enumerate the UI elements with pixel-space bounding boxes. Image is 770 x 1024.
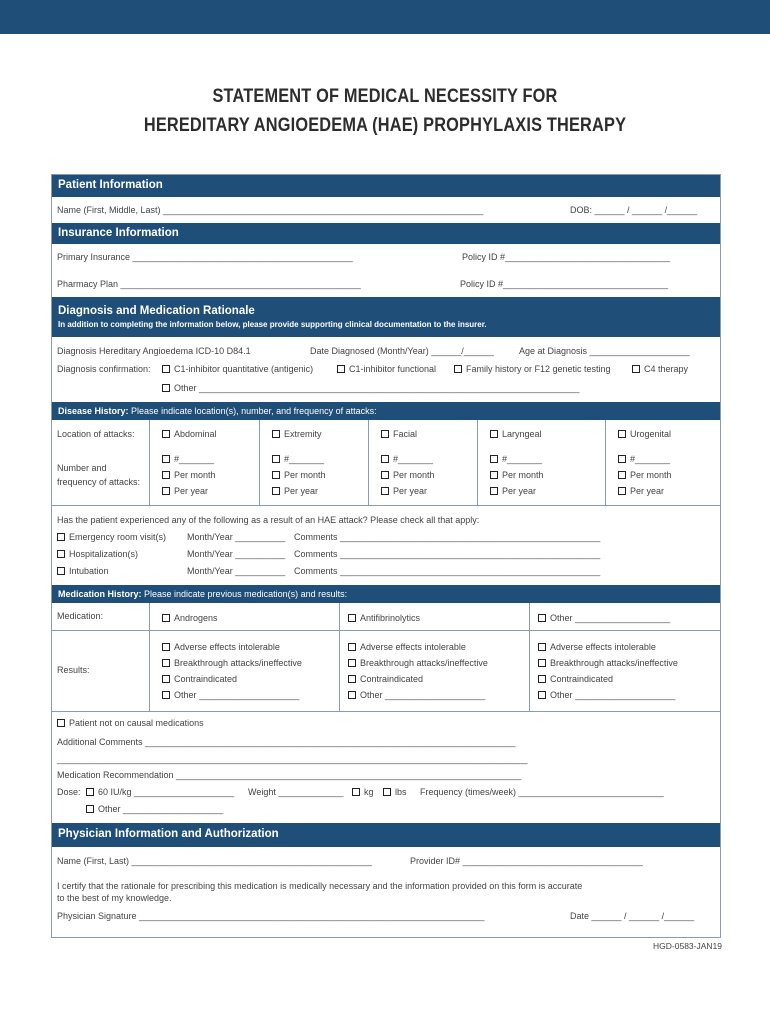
location-facial[interactable]: Facial [381,429,417,439]
disease-history-header [52,402,720,420]
checkbox[interactable] [490,471,498,479]
location-of-attacks-label: Location of attacks: [57,429,135,439]
checkbox[interactable] [383,788,391,796]
location-laryngeal[interactable]: Laryngeal [490,429,542,439]
checkbox[interactable] [272,455,280,463]
per-month-option[interactable]: Per month [162,470,216,480]
checkbox[interactable] [162,691,170,699]
checkbox[interactable] [272,487,280,495]
divider [368,420,369,505]
form-title-line1: STATEMENT OF MEDICAL NECESSITY FOR [212,86,558,107]
frequency-field[interactable]: Frequency (times/week) _____________________________ [420,787,664,797]
checkbox[interactable] [538,659,546,667]
checkbox[interactable] [272,471,280,479]
patient-dob-field[interactable]: DOB: ______ / ______ /______ [570,205,698,215]
physician-heading: Physician Information and Authorization [58,828,279,840]
result-contraindicated[interactable]: Contraindicated [538,674,613,684]
checkbox[interactable] [348,691,356,699]
result-adverse[interactable]: Adverse effects intolerable [538,642,656,652]
result-breakthrough[interactable]: Breakthrough attacks/ineffective [348,658,488,668]
hae-attack-question: Has the patient experienced any of the following as a result of an HAE attack? Please check all that apply: [57,515,480,525]
per-year-option[interactable]: Per year [381,486,427,496]
attack-number-field[interactable]: #_______ [490,454,542,464]
checkbox[interactable] [337,365,345,373]
med-other[interactable]: Other ___________________ [538,613,670,623]
per-year-option[interactable]: Per year [490,486,536,496]
location-urogenital[interactable]: Urogenital [618,429,671,439]
divider [259,420,260,505]
medication-label: Medication: [57,611,104,621]
per-month-option[interactable]: Per month [490,470,544,480]
unit-kg[interactable]: kg [352,787,374,797]
location-abdominal[interactable]: Abdominal [162,429,217,439]
checkbox[interactable] [618,487,626,495]
attack-number-field[interactable]: #_______ [162,454,214,464]
certification-text-1: I certify that the rationale for prescribing this medication is medically necessary and the information provided on this form is accurate [57,881,583,891]
attack-number-field[interactable]: #_______ [272,454,324,464]
checkbox[interactable] [632,365,640,373]
checkbox[interactable] [162,430,170,438]
checkbox[interactable] [348,675,356,683]
checkbox[interactable] [57,567,65,575]
checkbox[interactable] [86,788,94,796]
additional-comments-line2[interactable]: ______________________________________________________________________________________________ [57,754,528,764]
divider [529,603,530,711]
primary-policy-id-field[interactable]: Policy ID #_________________________________ [462,252,671,262]
additional-comments-field[interactable]: Additional Comments __________________________________________________________________________ [57,737,516,747]
checkbox[interactable] [162,471,170,479]
event-hospitalization-month-field[interactable]: Month/Year __________ [187,549,286,559]
checkbox[interactable] [162,365,170,373]
number-frequency-label-1: Number and [57,463,107,473]
checkbox[interactable] [348,643,356,651]
disease-history-instruction: Please indicate location(s), number, and frequency of attacks: [128,406,377,416]
patient-name-field[interactable]: Name (First, Middle, Last) ________________________________________________________________ [57,205,484,215]
checkbox[interactable] [538,643,546,651]
diagnosis-confirmation-label: Diagnosis confirmation: [57,364,151,374]
divider [605,420,606,505]
physician-signature-field[interactable]: Physician Signature _____________________________________________________________________ [57,911,485,921]
physician-name-field[interactable]: Name (First, Last) ________________________________________________ [57,856,372,866]
checkbox[interactable] [381,471,389,479]
insurance-info-header [52,223,720,244]
signature-date-field[interactable]: Date ______ / ______ /______ [570,911,695,921]
divider [52,505,720,506]
smn-form [51,174,721,938]
checkbox[interactable] [454,365,462,373]
checkbox[interactable] [86,805,94,813]
patient-info-header [52,175,720,197]
event-intubation[interactable]: Intubation [57,566,109,576]
event-intubation-comments-field[interactable]: Comments ____________________________________________________ [294,566,601,576]
diagnosis-header [52,297,720,337]
checkbox[interactable] [490,455,498,463]
event-er-comments-field[interactable]: Comments ____________________________________________________ [294,532,601,542]
medication-history-title: Medication History: [58,589,142,599]
result-adverse[interactable]: Adverse effects intolerable [348,642,466,652]
confirm-other-option[interactable]: Other ____________________________________________________________________________ [162,383,579,393]
checkbox[interactable] [162,659,170,667]
date-diagnosed-field[interactable]: Date Diagnosed (Month/Year) ______/______ [310,346,494,356]
event-er-month-field[interactable]: Month/Year __________ [187,532,286,542]
checkbox[interactable] [381,487,389,495]
weight-field[interactable]: Weight _____________ [248,787,344,797]
event-intubation-month-field[interactable]: Month/Year __________ [187,566,286,576]
event-hospitalization[interactable]: Hospitalization(s) [57,549,138,559]
checkbox[interactable] [618,455,626,463]
checkbox[interactable] [162,675,170,683]
divider [52,630,720,631]
result-other[interactable]: Other ____________________ [348,690,485,700]
checkbox[interactable] [162,487,170,495]
checkbox[interactable] [57,533,65,541]
unit-lbs[interactable]: lbs [383,787,407,797]
result-breakthrough[interactable]: Breakthrough attacks/ineffective [538,658,678,668]
per-year-option[interactable]: Per year [162,486,208,496]
checkbox[interactable] [57,550,65,558]
form-title-line2: HEREDITARY ANGIOEDEMA (HAE) PROPHYLAXIS THERAPY [143,115,627,136]
not-on-causal-medications[interactable]: Patient not on causal medications [57,718,204,728]
top-banner [0,0,770,34]
result-contraindicated[interactable]: Contraindicated [162,674,237,684]
divider [149,603,150,711]
number-frequency-label-2: frequency of attacks: [57,477,141,487]
dose-other[interactable]: Other ____________________ [86,804,223,814]
diagnosis-text: Diagnosis Hereditary Angioedema ICD-10 D84.1 [57,346,251,356]
med-antifibrinolytics[interactable]: Antifibrinolytics [348,613,420,623]
confirm-functional-option[interactable]: C1-inhibitor functional [337,364,436,374]
pharmacy-policy-id-field[interactable]: Policy ID #_________________________________ [460,279,669,289]
checkbox[interactable] [618,430,626,438]
event-hospitalization-comments-field[interactable]: Comments ____________________________________________________ [294,549,601,559]
dose-label: Dose: [57,787,81,797]
result-contraindicated[interactable]: Contraindicated [348,674,423,684]
checkbox[interactable] [538,614,546,622]
diagnosis-heading: Diagnosis and Medication Rationale [58,305,255,317]
medication-recommendation-field[interactable]: Medication Recommendation _____________________________________________________________________ [57,770,522,780]
divider [339,603,340,711]
age-at-diagnosis-field[interactable]: Age at Diagnosis ____________________ [519,346,690,356]
checkbox[interactable] [162,384,170,392]
location-extremity[interactable]: Extremity [272,429,322,439]
confirm-c4-option[interactable]: C4 therapy [632,364,688,374]
checkbox[interactable] [352,788,360,796]
attack-number-field[interactable]: #_______ [618,454,670,464]
checkbox[interactable] [162,455,170,463]
result-other[interactable]: Other ____________________ [162,690,299,700]
divider [149,420,150,505]
checkbox[interactable] [162,614,170,622]
checkbox[interactable] [348,659,356,667]
confirm-quantitative-option[interactable]: C1-inhibitor quantitative (antigenic) [162,364,313,374]
disease-history-title: Disease History: [58,406,129,416]
dose-60-iu-kg[interactable]: 60 IU/kg ____________________ [86,787,234,797]
checkbox[interactable] [538,675,546,683]
medication-history-instruction: Please indicate previous medication(s) and results: [141,589,348,599]
medication-history-header [52,585,720,603]
checkbox[interactable] [162,643,170,651]
diagnosis-subheading: In addition to completing the information below, please provide supporting clinical documentation to the insurer. [58,320,487,329]
divider [477,420,478,505]
checkbox[interactable] [272,430,280,438]
result-other[interactable]: Other ____________________ [538,690,675,700]
pharmacy-plan-field[interactable]: Pharmacy Plan ________________________________________________ [57,279,361,289]
form-code: HGD-0583-JAN19 [653,941,722,951]
checkbox[interactable] [381,430,389,438]
event-er-visit[interactable]: Emergency room visit(s) [57,532,166,542]
confirm-family-history-option[interactable]: Family history or F12 genetic testing [454,364,611,374]
checkbox[interactable] [538,691,546,699]
checkbox[interactable] [618,471,626,479]
per-year-option[interactable]: Per year [618,486,664,496]
result-adverse[interactable]: Adverse effects intolerable [162,642,280,652]
result-breakthrough[interactable]: Breakthrough attacks/ineffective [162,658,302,668]
checkbox[interactable] [348,614,356,622]
checkbox[interactable] [57,719,65,727]
med-androgens[interactable]: Androgens [162,613,218,623]
insurance-info-heading: Insurance Information [58,227,179,239]
provider-id-field[interactable]: Provider ID# ____________________________________ [410,856,643,866]
results-label: Results: [57,665,90,675]
divider [52,711,720,712]
physician-header [52,823,720,847]
certification-text-2: to the best of my knowledge. [57,893,172,903]
per-year-option[interactable]: Per year [272,486,318,496]
per-month-option[interactable]: Per month [381,470,435,480]
checkbox[interactable] [490,487,498,495]
patient-info-heading: Patient Information [58,179,163,191]
per-month-option[interactable]: Per month [272,470,326,480]
primary-insurance-field[interactable]: Primary Insurance ____________________________________________ [57,252,353,262]
per-month-option[interactable]: Per month [618,470,672,480]
checkbox[interactable] [490,430,498,438]
checkbox[interactable] [381,455,389,463]
attack-number-field[interactable]: #_______ [381,454,433,464]
